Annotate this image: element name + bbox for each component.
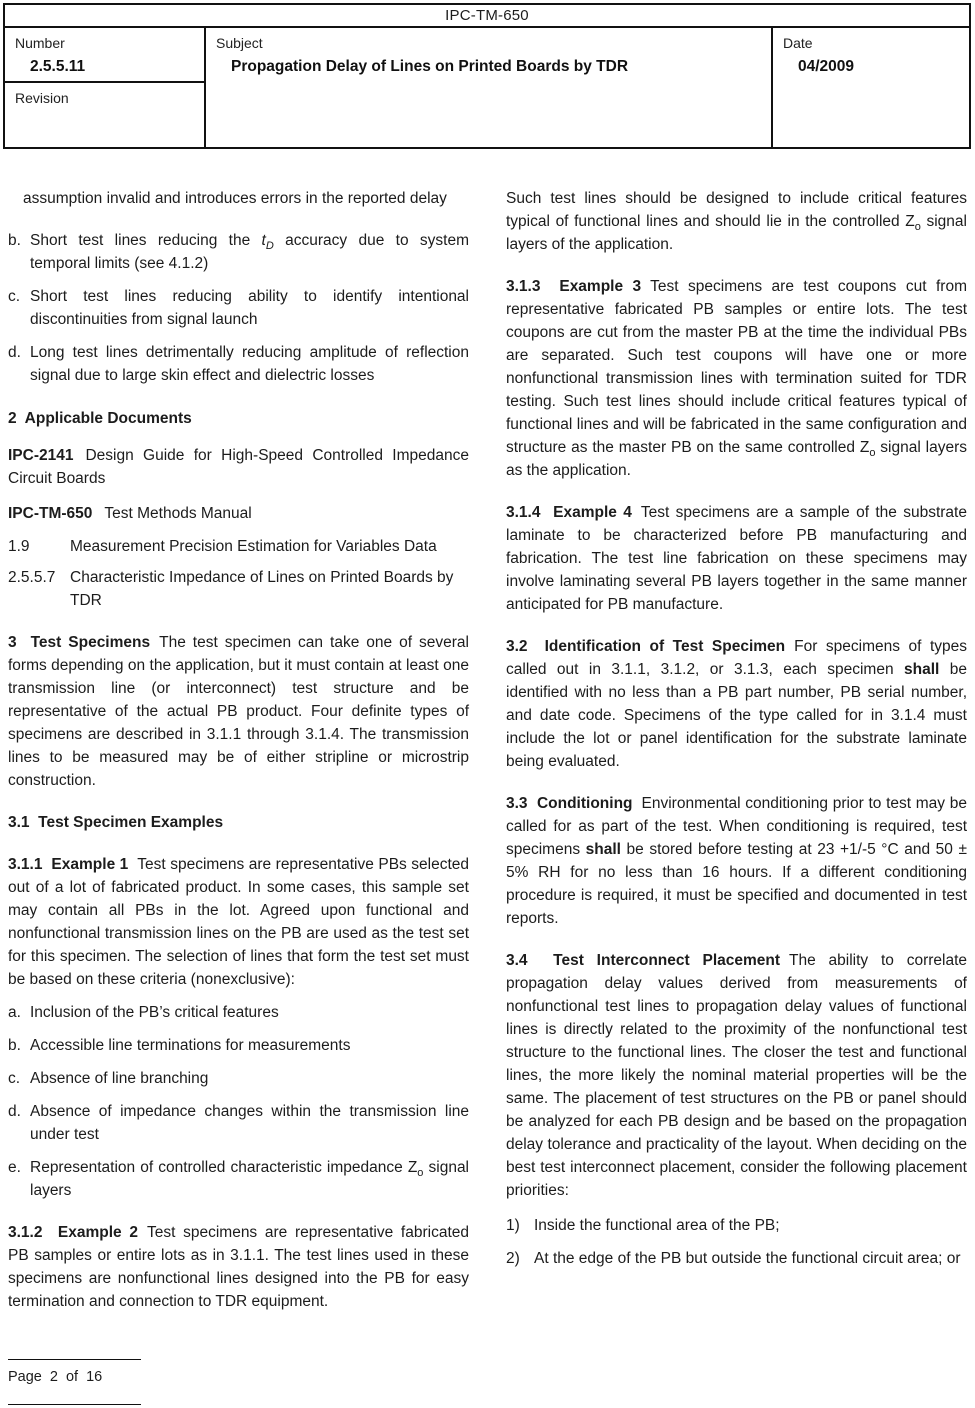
- reference-text: Test Methods Manual: [104, 505, 252, 522]
- reference-ipc-2141: [8, 444, 469, 490]
- reference-number: 1.9: [8, 538, 30, 555]
- section-heading: 3.3 Conditioning: [506, 795, 633, 812]
- body-columns: [8, 187, 967, 1332]
- item-label: b.: [8, 232, 21, 249]
- section-text: The test specimen can take one of several forms depending on the application, but it must contain at least one transmission line (or interconnect) test structure and be representative of the actual PB product. Four definite types of specimens are described in 3.1.1 through 3.1.4. The transmission lines to be measured may be of either stripline or microstrip construction.: [8, 634, 469, 789]
- list-item-d: [8, 341, 469, 387]
- para-text-run: Such test lines should be designed to include critical features typical of functional lines and should lie in the controlled Z: [506, 190, 967, 230]
- item-text-run: signal layers: [30, 1159, 470, 1199]
- item-text: At the edge of the PB but outside the functional circuit area; or: [534, 1250, 961, 1267]
- revision-label: Revision: [15, 90, 69, 106]
- section-text-run: signal layers as the application.: [506, 439, 967, 479]
- section-heading-test-specimen-examples: 3.1 Test Specimen Examples: [8, 814, 224, 831]
- numbered-item-1: [506, 1214, 967, 1237]
- para-continuation: [506, 187, 967, 256]
- list-item-e: [8, 1156, 469, 1202]
- list-item-c: [8, 285, 469, 331]
- list-item-a: [8, 1001, 469, 1024]
- reference-term: IPC-2141: [8, 447, 74, 464]
- section-heading-applicable-documents: 2 Applicable Documents: [8, 410, 192, 427]
- date-cell: [773, 28, 969, 147]
- item-label: 1): [506, 1217, 520, 1234]
- item-text-run: accuracy due to system temporal limits (see 4.1.2): [30, 232, 469, 272]
- section-3-test-specimens: [8, 631, 469, 792]
- item-text: Accessible line terminations for measurements: [30, 1037, 351, 1054]
- section-heading: 3.4 Test Interconnect Placement: [506, 952, 781, 969]
- reference-term: IPC-TM-650: [8, 505, 93, 522]
- section-text: Test specimens are a sample of the substrate laminate to be characterized before PB manufacturing and fabrication. The test line fabrication on these specimens may involve laminating several PB layers together in the same manner anticipated for PB manufacture.: [506, 504, 967, 613]
- section-text: The ability to correlate propagation delay values derived from measurements of nonfunctional test lines to propagation delay values of functional lines is directly related to the proximity of the nonfunctional test structure to the functional lines. The closer the test and functional lines, the more likely the nominal material properties will be the same. The placement of test structures on the PB or panel should be analyzed for each PB design and be based on the propagation delay tolerance and practicality of the layout. When deciding on the best test interconnect placement, consider the following placement priorities:: [506, 952, 967, 1199]
- reference-text: Characteristic Impedance of Lines on Printed Boards by TDR: [70, 569, 454, 609]
- item-label: 2): [506, 1250, 520, 1267]
- section-3-1-2-example-2: [8, 1221, 469, 1313]
- para-continuation: assumption invalid and introduces errors in the reported delay: [23, 190, 447, 207]
- section-heading: 3.1.3 Example 3: [506, 278, 642, 295]
- subject-value: Propagation Delay of Lines on Printed Boards by TDR: [231, 58, 629, 75]
- section-heading: 3.2 Identification of Test Specimen: [506, 638, 786, 655]
- number-value: 2.5.5.11: [30, 58, 86, 75]
- number-cell: [5, 28, 204, 83]
- item-label: a.: [8, 1004, 21, 1021]
- subject-cell: [206, 28, 773, 147]
- item-text: Absence of impedance changes within the transmission line under test: [30, 1103, 469, 1143]
- subject-label: Subject: [216, 35, 263, 51]
- item-text: Inclusion of the PB’s critical features: [30, 1004, 279, 1021]
- para-text-run: signal layers of the application.: [506, 213, 967, 253]
- section-3-1-4-example-4: [506, 501, 967, 616]
- item-label: c.: [8, 1070, 21, 1087]
- list-item-c: [8, 1067, 469, 1090]
- footer-divider-top: [8, 1359, 141, 1360]
- revision-cell: [5, 83, 204, 147]
- section-text: Test specimens are representative PBs selected out of a lot of fabricated product. In some cases, this sample set may contain all PBs in the lot. Agreed upon functional and nonfunctional transmission lines on the PB are used as the test set for this specimen. The selection of lines that form the test set must be based on these criteria (nonexclusive):: [8, 856, 469, 988]
- item-label: c.: [8, 288, 21, 305]
- section-text-run: be identified with no less than a PB part number, PB serial number, and date code. Specimens of the type called for in 3.1.4 must include the lot or panel identification for the substrate laminate being evaluated.: [506, 661, 967, 770]
- reference-text: Measurement Precision Estimation for Variables Data: [70, 538, 437, 555]
- z-subscript: o: [914, 221, 921, 234]
- item-label: d.: [8, 344, 21, 361]
- item-text: [30, 1156, 469, 1202]
- right-column: [506, 187, 967, 1332]
- section-heading: 3.1.4 Example 4: [506, 504, 632, 521]
- header-grid: [5, 28, 969, 147]
- page-number: Page 2 of 16: [8, 1369, 103, 1385]
- section-heading: 3.1.1 Example 1: [8, 856, 129, 873]
- reference-row-2-5-5-7: [8, 566, 469, 612]
- reference-row-1-9: [8, 535, 469, 558]
- item-text-run: Short test lines reducing the: [30, 232, 262, 249]
- z-subscript: o: [869, 447, 876, 460]
- section-heading: 3 Test Specimens: [8, 634, 151, 651]
- left-column: [8, 187, 469, 1332]
- number-label: Number: [15, 35, 65, 51]
- item-text: Inside the functional area of the PB;: [534, 1217, 780, 1234]
- section-text-run: be stored before testing at 23 +1/-5 °C and 50 ± 5% RH for no less than 16 hours. If a different conditioning procedure is required, it must be specified and documented in test reports.: [506, 841, 967, 927]
- section-text-run: For specimens of types called out in 3.1.1, 3.1.2, or 3.1.3, each specimen: [506, 638, 967, 678]
- reference-ipc-tm-650: [8, 502, 469, 525]
- item-label: e.: [8, 1159, 21, 1176]
- shall-emphasis: shall: [904, 661, 940, 678]
- list-item-b: [8, 229, 469, 275]
- item-label: d.: [8, 1103, 21, 1120]
- numbered-item-2: [506, 1247, 967, 1270]
- item-text: Short test lines reducing ability to identify intentional discontinuities from signal launch: [30, 288, 469, 328]
- list-item-b: [8, 1034, 469, 1057]
- section-3-4-test-interconnect-placement: [506, 949, 967, 1202]
- section-3-3-conditioning: [506, 792, 967, 930]
- item-text: [30, 229, 469, 275]
- section-3-1-1-example-1: [8, 853, 469, 991]
- item-text: Absence of line branching: [30, 1070, 209, 1087]
- variable-t: t: [261, 232, 266, 249]
- item-text: Long test lines detrimentally reducing amplitude of reflection signal due to large skin effect and dielectric losses: [30, 344, 469, 384]
- section-3-1-3-example-3: [506, 275, 967, 482]
- reference-text: Design Guide for High-Speed Controlled Impedance Circuit Boards: [8, 447, 469, 487]
- header-left-cells: [5, 28, 206, 147]
- document-title: IPC-TM-650: [5, 5, 969, 28]
- shall-emphasis: shall: [585, 841, 621, 858]
- variable-t-subscript: D: [265, 240, 274, 253]
- section-text-run: Environmental conditioning prior to test may be called for as part of the test. When conditioning is required, test specimens: [506, 795, 967, 858]
- footer-divider-bottom: [8, 1404, 141, 1405]
- reference-number: 2.5.5.7: [8, 569, 56, 586]
- date-value: 04/2009: [798, 58, 855, 75]
- z-subscript: o: [417, 1167, 424, 1180]
- item-label: b.: [8, 1037, 21, 1054]
- date-label: Date: [783, 35, 813, 51]
- section-heading: 3.1.2 Example 2: [8, 1224, 138, 1241]
- list-item-d: [8, 1100, 469, 1146]
- section-text-run: Test specimens are test coupons cut from representative fabricated PB samples or entire lots. The test coupons are cut from the master PB at the time the individual PBs are separated. Such test coupons will have one or more nonfunctional transmission lines with termination suited for TDR testing. Such test lines should include critical features typical of functional lines and will be fabricated in the same configuration and structure as the master PB on the same controlled Z: [506, 278, 967, 456]
- section-text: Test specimens are representative fabricated PB samples or entire lots as in 3.1.1. The test lines used in these specimens are nonfunctional lines designed into the PB for easy termination and connection to TDR equipment.: [8, 1224, 469, 1310]
- header-table: [3, 3, 971, 149]
- item-text-run: Representation of controlled characteristic impedance Z: [30, 1159, 418, 1176]
- section-3-2-identification: [506, 635, 967, 773]
